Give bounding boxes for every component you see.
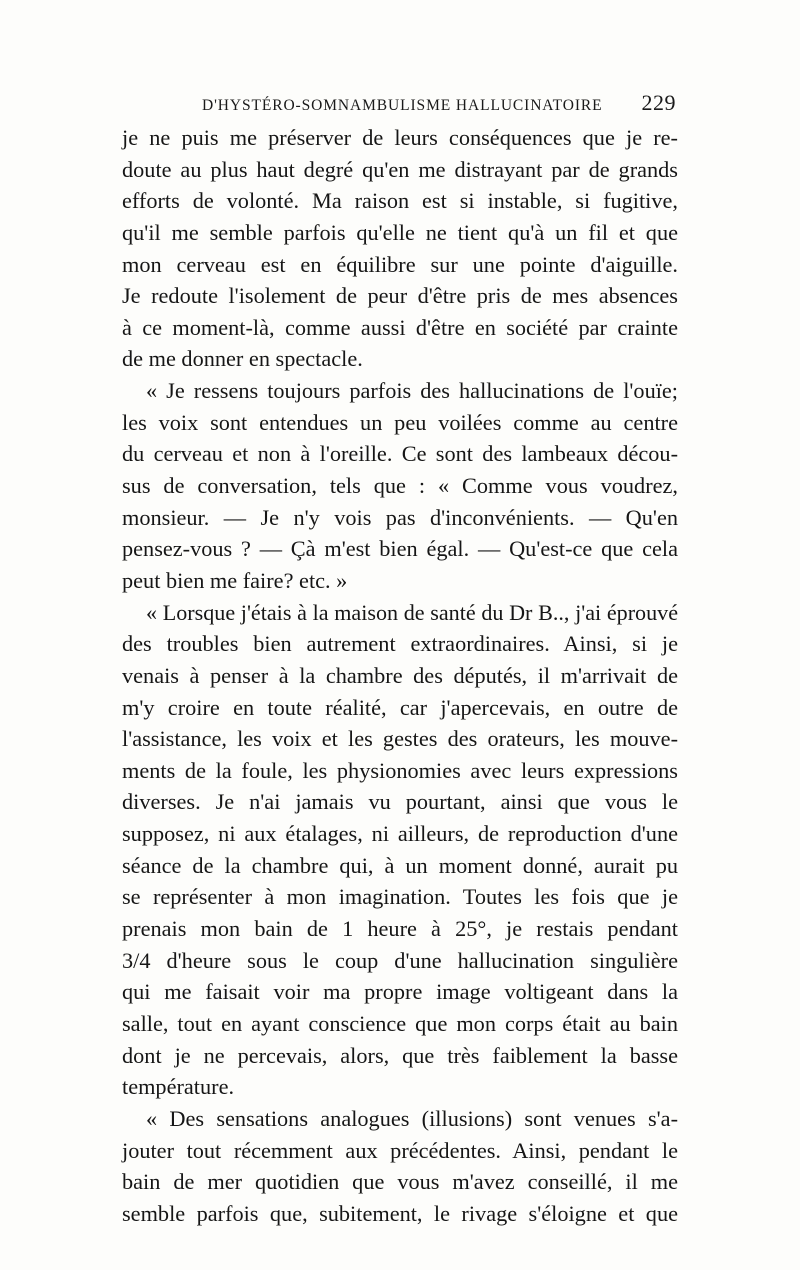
text-line: bain de mer quotidien que vous m'avez conseillé, il me	[122, 1169, 678, 1195]
text-line: doute au plus haut degré qu'en me distrayant par de grands	[122, 156, 678, 182]
text-line: du cerveau et non à l'oreille. Ce sont des lambeaux décou-	[122, 441, 678, 467]
text-line: séance de la chambre qui, à un moment donné, aurait pu	[122, 852, 678, 878]
text-line: qui me faisait voir ma propre image voltigeant dans la	[122, 979, 678, 1005]
text-line: dont je ne percevais, alors, que très faiblement la basse	[122, 1042, 678, 1068]
text-line: 3/4 d'heure sous le coup d'une hallucination singulière	[122, 947, 678, 973]
text-line: peut bien me faire? etc. »	[122, 567, 348, 593]
text-line: jouter tout récemment aux précédentes. Ainsi, pendant le	[122, 1137, 678, 1163]
running-title: D'HYSTÉRO-SOMNAMBULISME HALLUCINATOIRE	[202, 97, 603, 114]
text-line: venais à penser à la chambre des députés, il m'arrivait de	[122, 662, 678, 688]
text-line: ments de la foule, les physionomies avec leurs expressions	[122, 757, 678, 783]
text-line: efforts de volonté. Ma raison est si instable, si fugitive,	[122, 188, 678, 214]
text-line: semble parfois que, subitement, le rivage s'éloigne et que	[122, 1200, 678, 1226]
text-line: mon cerveau est en équilibre sur une pointe d'aiguille.	[122, 251, 678, 277]
text-line: monsieur. — Je n'y vois pas d'inconvénients. — Qu'en	[122, 504, 678, 530]
text-line: sus de conversation, tels que : « Comme vous voudrez,	[122, 473, 678, 499]
text-line: supposez, ni aux étalages, ni ailleurs, de reproduction d'une	[122, 821, 678, 847]
text-line: l'assistance, les voix et les gestes des orateurs, les mouve-	[122, 726, 678, 752]
running-head	[124, 90, 676, 120]
page-number: 229	[641, 90, 676, 115]
text-line: « Des sensations analogues (illusions) sont venues s'a-	[146, 1105, 678, 1131]
text-line: m'y croire en toute réalité, car j'apercevais, en outre de	[122, 694, 678, 720]
text-line: de me donner en spectacle.	[122, 346, 363, 372]
text-line: se représenter à mon imagination. Toutes les fois que je	[122, 884, 678, 910]
text-line: pensez-vous ? — Çà m'est bien égal. — Qu'est-ce que cela	[122, 536, 678, 562]
text-line: « Lorsque j'étais à la maison de santé du Dr B.., j'ai éprouvé	[146, 599, 678, 625]
text-line: diverses. Je n'ai jamais vu pourtant, ainsi que vous le	[122, 789, 678, 815]
text-line: « Je ressens toujours parfois des hallucinations de l'ouïe;	[146, 378, 678, 404]
text-line: Je redoute l'isolement de peur d'être pris de mes absences	[122, 283, 678, 309]
body-text	[122, 122, 678, 1229]
text-line: température.	[122, 1074, 235, 1100]
text-line: salle, tout en ayant conscience que mon corps était au bain	[122, 1010, 678, 1036]
text-line: je ne puis me préserver de leurs conséquences que je re-	[122, 125, 678, 150]
text-line: qu'il me semble parfois qu'elle ne tient qu'à un fil et que	[122, 219, 678, 245]
text-line: les voix sont entendues un peu voilées comme au centre	[122, 409, 678, 435]
text-line: prenais mon bain de 1 heure à 25°, je restais pendant	[122, 916, 678, 942]
text-line: des troubles bien autrement extraordinaires. Ainsi, si je	[122, 631, 678, 657]
text-line: à ce moment-là, comme aussi d'être en société par crainte	[122, 314, 678, 340]
